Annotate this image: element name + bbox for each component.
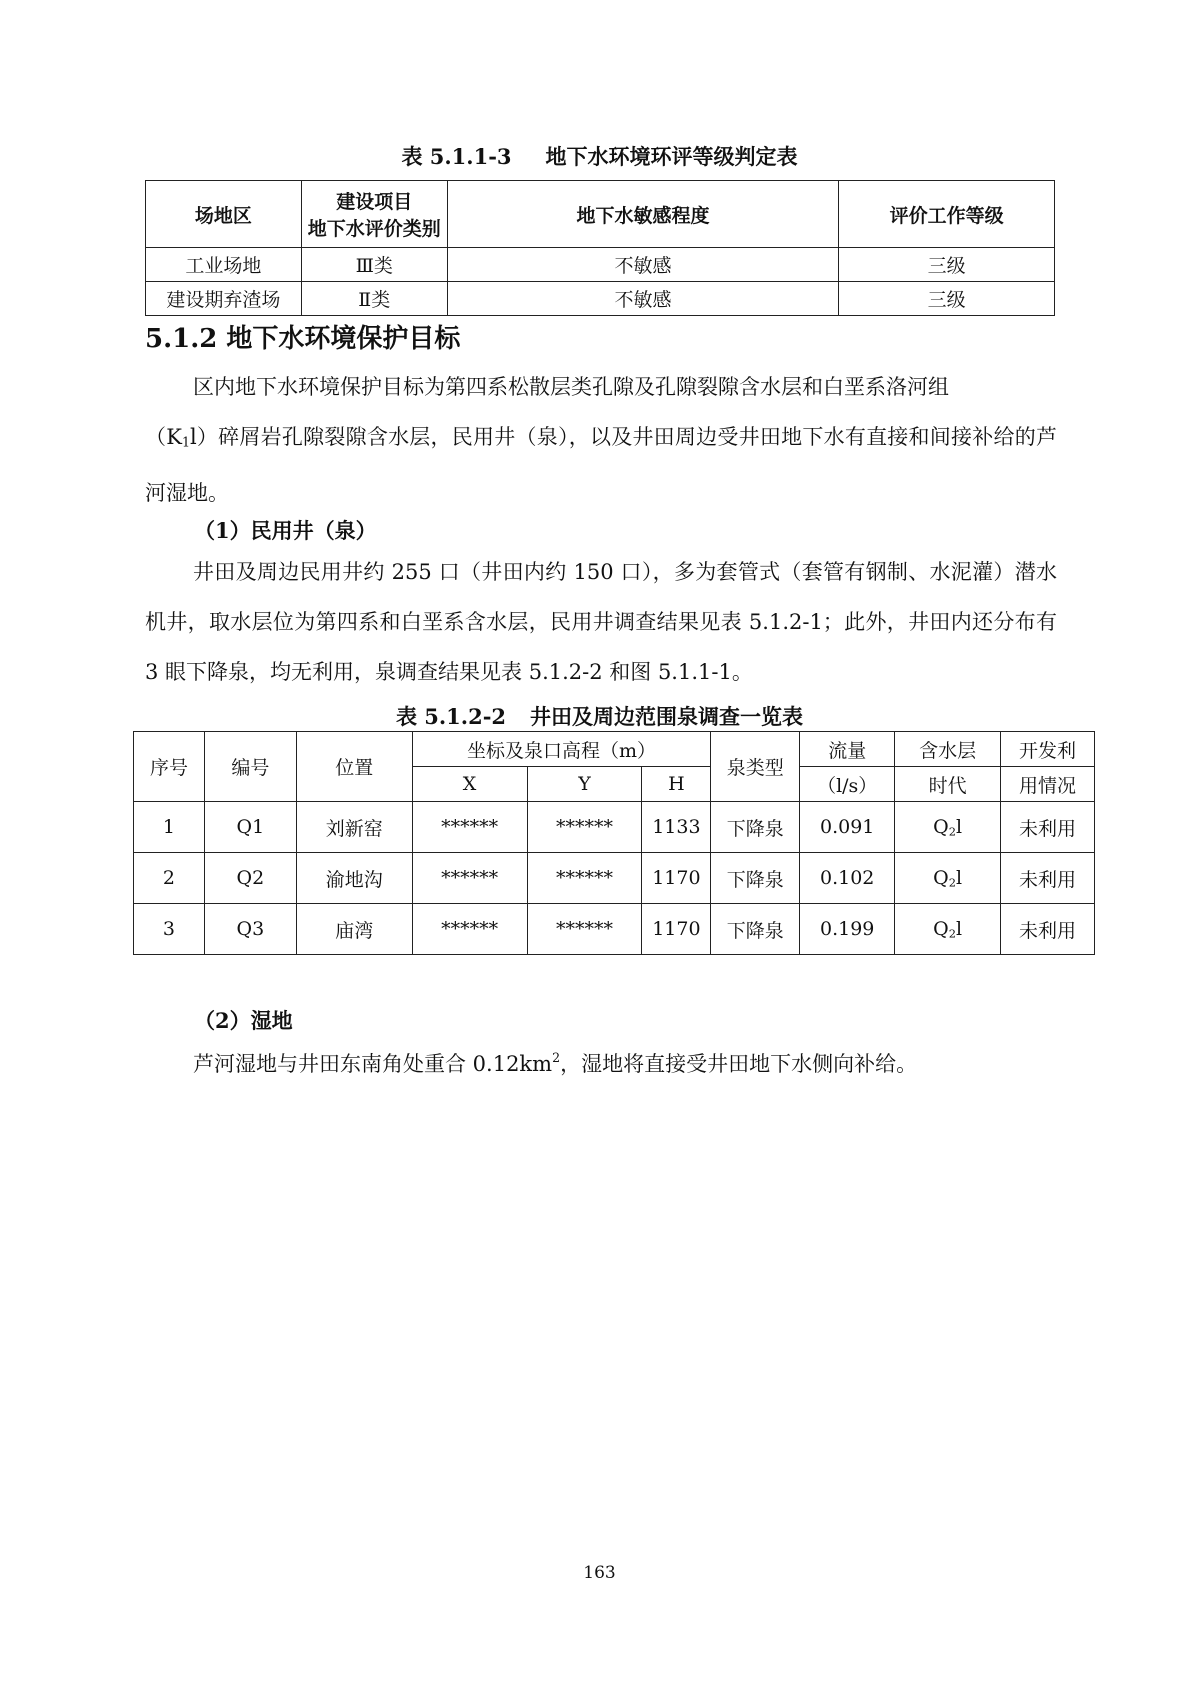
table2-caption-number: 表 5.1.2-2 — [395, 704, 507, 729]
cell-sensitivity: 不敏感 — [447, 282, 839, 316]
wetland-paragraph: 芦河湿地与井田东南角处重合 $0.12km^2$，湿地将直接受井田地下水侧向补给。 — [193, 1050, 918, 1076]
header-use-l2: 用情况 — [1001, 767, 1095, 802]
header-aquifer-l2: 时代 — [895, 767, 1001, 802]
table-header-row — [146, 181, 1055, 248]
header-grade: 评价工作等级 — [839, 181, 1055, 248]
header-location: 位置 — [296, 732, 412, 802]
header-coords: 坐标及泉口高程（m） — [412, 732, 711, 767]
cell-site: 工业场地 — [146, 248, 302, 282]
header-use-l1: 开发利 — [1001, 732, 1095, 767]
cell-use: 未利用 — [1001, 904, 1095, 955]
header-sensitivity: 地下水敏感程度 — [447, 181, 839, 248]
cell-h: 1170 — [642, 904, 711, 955]
table1-caption-number: 表 5.1.1-3 — [401, 144, 512, 169]
cell-seq: 2 — [134, 853, 205, 904]
table2-caption — [0, 701, 1199, 731]
header-code: 编号 — [204, 732, 296, 802]
cell-aquifer: $Q_2l$ — [895, 904, 1001, 955]
table-row — [146, 282, 1055, 316]
wells-paragraph: 井田及周边民用井约 255 口（井田内约 150 口），多为套管式（套管有钢制、水泥灌）潜水机井，取水层位为第四系和白垩系含水层，民用井调查结果见表 5.1.2-1；此外，井田内还分布有 3 眼下降泉，均无利用，泉调查结果见表 5.1.2-2 和图 5.1.1-1。 — [145, 560, 1057, 684]
cell-h: 1170 — [642, 853, 711, 904]
cell-location: 庙湾 — [296, 904, 412, 955]
cell-x: ****** — [412, 904, 527, 955]
cell-type: 下降泉 — [711, 904, 800, 955]
header-flow-l1: 流量 — [800, 732, 895, 767]
table-row — [134, 904, 1095, 955]
spring-survey-table — [133, 731, 1095, 955]
cell-code: Q2 — [204, 853, 296, 904]
cell-y: ****** — [527, 802, 642, 853]
cell-flow: 0.091 — [800, 802, 895, 853]
cell-seq: 1 — [134, 802, 205, 853]
table-row — [134, 853, 1095, 904]
cell-location: 渝地沟 — [296, 853, 412, 904]
cell-grade: 三级 — [839, 248, 1055, 282]
cell-aquifer: $Q_2l$ — [895, 802, 1001, 853]
cell-seq: 3 — [134, 904, 205, 955]
cell-y: ****** — [527, 853, 642, 904]
table-header-row — [134, 732, 1095, 767]
cell-category: Ⅲ类 — [301, 248, 447, 282]
table-row — [134, 802, 1095, 853]
cell-type: 下降泉 — [711, 853, 800, 904]
subheading-wells: （1）民用井（泉） — [194, 518, 377, 543]
table2-caption-title: 井田及周边范围泉调查一览表 — [530, 704, 804, 729]
header-site: 场地区 — [146, 181, 302, 248]
header-seq: 序号 — [134, 732, 205, 802]
header-category-line1: 建设项目 — [336, 191, 413, 213]
table1-caption-title: 地下水环境环评等级判定表 — [545, 144, 798, 169]
header-type: 泉类型 — [711, 732, 800, 802]
cell-location: 刘新窑 — [296, 802, 412, 853]
cell-h: 1133 — [642, 802, 711, 853]
cell-code: Q3 — [204, 904, 296, 955]
header-aquifer-l1: 含水层 — [895, 732, 1001, 767]
cell-site: 建设期弃渣场 — [146, 282, 302, 316]
intro-line1: 区内地下水环境保护目标为第四系松散层类孔隙及孔隙裂隙含水层和白垩系洛河组 — [193, 375, 949, 399]
intro-paragraph — [145, 362, 1057, 518]
cell-x: ****** — [412, 853, 527, 904]
header-h: H — [642, 767, 711, 802]
header-flow-l2: （l/s） — [800, 767, 895, 802]
subheading-wetland: （2）湿地 — [194, 1008, 293, 1033]
cell-use: 未利用 — [1001, 853, 1095, 904]
cell-y: ****** — [527, 904, 642, 955]
table-row — [146, 248, 1055, 282]
intro-rest: $(K_1l)$碎屑岩孔隙裂隙含水层，民用井（泉），以及井田周边受井田地下水有直接和间接补给的芦河湿地。 — [145, 425, 1057, 505]
cell-use: 未利用 — [1001, 802, 1095, 853]
table1-caption — [0, 141, 1199, 171]
grade-judgement-table — [145, 180, 1055, 316]
header-category — [301, 181, 447, 248]
cell-flow: 0.102 — [800, 853, 895, 904]
cell-aquifer: $Q_2l$ — [895, 853, 1001, 904]
cell-flow: 0.199 — [800, 904, 895, 955]
section-heading: 5.1.2 地下水环境保护目标 — [145, 324, 461, 354]
header-category-line2: 地下水评价类别 — [307, 218, 441, 240]
cell-code: Q1 — [204, 802, 296, 853]
cell-category: Ⅱ类 — [301, 282, 447, 316]
cell-x: ****** — [412, 802, 527, 853]
header-y: Y — [527, 767, 642, 802]
cell-grade: 三级 — [839, 282, 1055, 316]
cell-type: 下降泉 — [711, 802, 800, 853]
cell-sensitivity: 不敏感 — [447, 248, 839, 282]
page-number: 163 — [583, 1563, 616, 1583]
header-x: X — [412, 767, 527, 802]
